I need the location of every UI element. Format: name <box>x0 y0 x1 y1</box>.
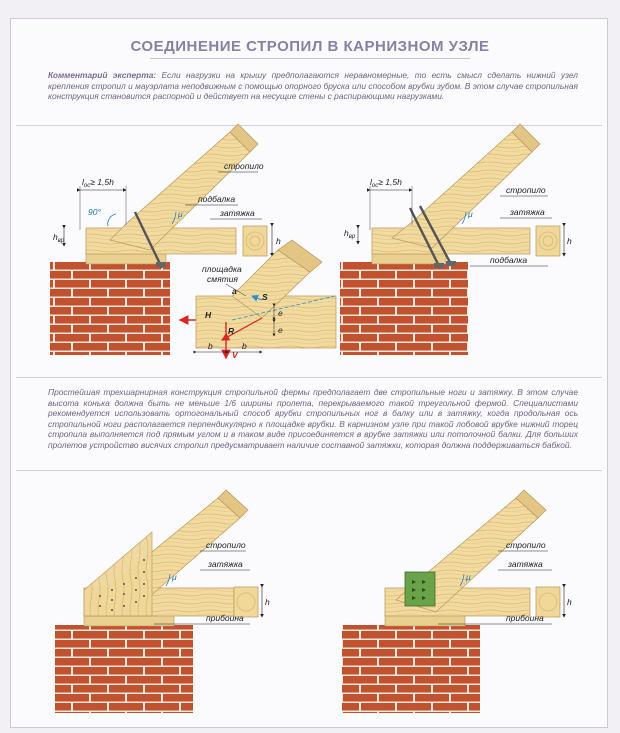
page-title: СОЕДИНЕНИЕ СТРОПИЛ В КАРНИЗНОМ УЗЛЕ <box>130 38 490 55</box>
platform-label-2: смятия <box>207 274 238 284</box>
body-paragraph: Простейшая трехшарнирная конструкция стропильной фермы предполагает две стропильные ноги и затяжку. В этом случае высота конька должна быть не меньше 1/6 ширины пролета, перекрываемого такой треугольной фермой. Специалистами рекомендуется использовать ортогональный способ врубки стропильных ног в балку или в затяжку, когда продольная ось стропильной ноги располагается перпендикулярно к площадке врубки. В карнизном узле при такой лобовой врубке нижний торец стропила выполняется под прямым углом и в таком виде присоединяется в врубке затяжки или потолочной балки. Для больших пролетов устройство висячих стропил предусматривает наличие составной затяжки, которая должна поддерживаться бабкой. <box>48 387 578 450</box>
mu-angle-label: μ <box>172 572 177 582</box>
pribojna-label: прибоина <box>206 613 244 623</box>
brick-wall <box>55 625 193 713</box>
tie-beam-section <box>243 226 267 256</box>
expert-comment-lead: Комментарий эксперта: <box>48 70 157 80</box>
h-label: h <box>567 236 572 246</box>
mu-angle-label: μ <box>466 572 471 582</box>
angle-label: 90° <box>88 207 101 217</box>
loc-label: $l_{ос}\ge 1,5h$ <box>82 177 114 189</box>
diagram-detail <box>180 240 336 360</box>
detail-b1-label: b <box>208 341 213 351</box>
brick-wall <box>342 625 480 713</box>
brick-wall <box>340 262 468 355</box>
detail-e2-label: e <box>278 325 283 335</box>
tie-beam <box>372 228 530 254</box>
detail-e1-label: e <box>278 308 283 318</box>
platform-label-1: площадка <box>202 264 242 274</box>
tie-label: затяжка <box>220 208 255 218</box>
diagram-top-right <box>340 124 572 355</box>
loc-label: $l_{ос}\ge 1,5h$ <box>370 177 402 189</box>
tie-label: затяжка <box>208 559 243 569</box>
mu-angle-label: μ <box>468 209 473 219</box>
h-label: h <box>567 597 572 607</box>
hvr-label: $h_{вр}$ <box>344 228 356 240</box>
detail-r-label: R <box>228 326 235 336</box>
detail-h-label: H <box>205 310 212 320</box>
brick-wall <box>50 262 170 355</box>
detail-b2-label: b <box>242 341 247 351</box>
h-label: h <box>276 236 281 246</box>
tie-beam-section <box>536 226 560 256</box>
diagram-bottom-left <box>55 490 270 713</box>
rafter-label: стропило <box>224 161 264 171</box>
h-label: h <box>265 597 270 607</box>
detail-s-label: S <box>262 292 268 302</box>
rafter-label: стропило <box>506 185 546 195</box>
tie-label: затяжка <box>508 559 543 569</box>
diagram-bottom-right <box>342 490 572 713</box>
pribojna-board <box>84 532 152 616</box>
detail-v-label: V <box>232 350 238 360</box>
expert-comment-text: Если нагрузки на крышу предполагаются неравномерные, то есть смысл сделать нижний узел крепления стропил и мауэрлата неподвижным с помощью опорного бруска или способом врубки зубом. В этом случае стропильная конструкция становится распорной и действует на несущие стены с распирающими нагрузками. <box>48 70 579 102</box>
metal-plate <box>405 572 435 606</box>
mu-angle-label: μ <box>178 209 183 219</box>
podbalka-label: подбалка <box>198 194 236 204</box>
rafter-label: стропило <box>506 540 546 550</box>
pribojna-label: прибоина <box>506 613 544 623</box>
podbalka-label: подбалка <box>490 255 528 265</box>
hvr-label: $h_{вр}$ <box>53 232 65 244</box>
bolt-nut <box>156 262 166 267</box>
detail-a-label: a <box>232 286 237 296</box>
tie-label: затяжка <box>510 207 545 217</box>
rafter-label: стропило <box>206 540 246 550</box>
